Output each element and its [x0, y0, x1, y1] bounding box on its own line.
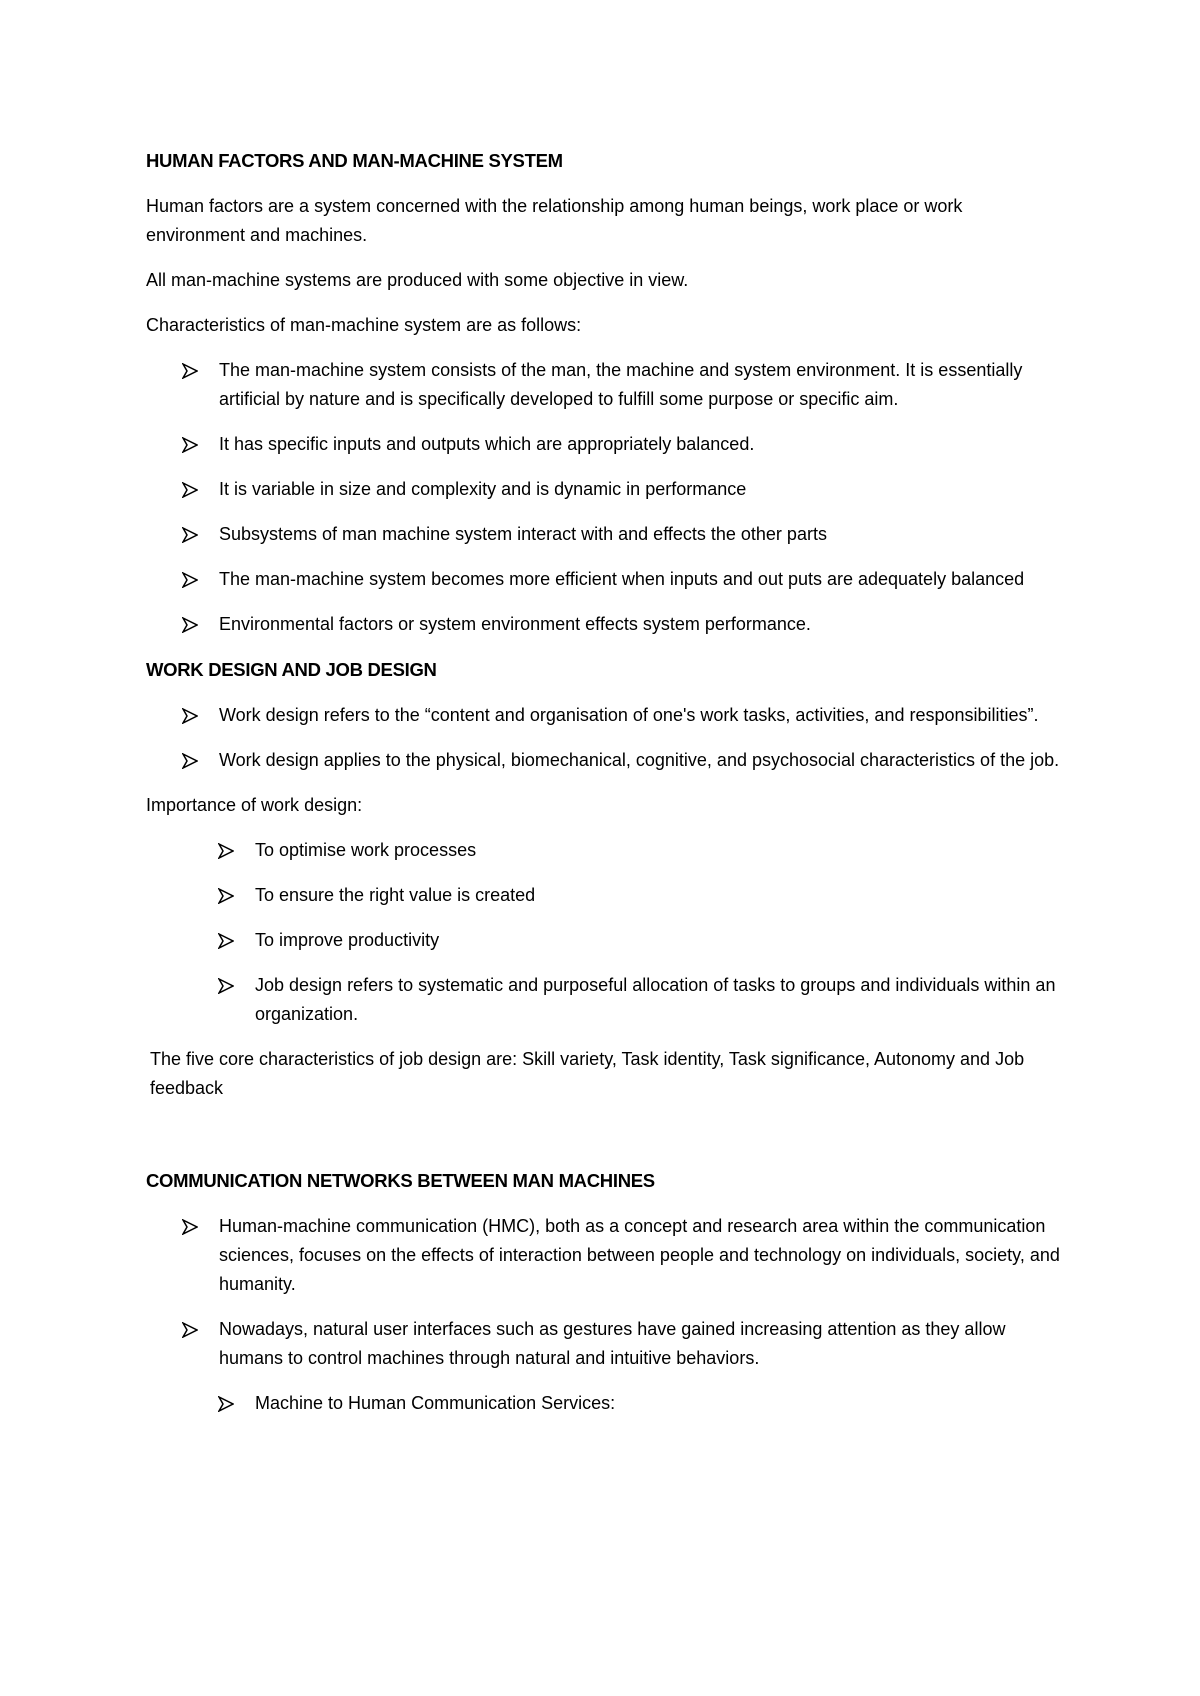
list-item-text: It is variable in size and complexity and is dynamic in performance	[219, 479, 747, 499]
list-item	[146, 475, 1066, 504]
list-item-text: Work design refers to the “content and organisation of one's work tasks, activities, and responsibilities”.	[219, 705, 1039, 725]
paragraph-importance-label: Importance of work design:	[146, 795, 363, 815]
work-design-list	[146, 701, 1066, 775]
list-item	[146, 520, 1066, 549]
list-item	[146, 430, 1066, 459]
list-item-text: Nowadays, natural user interfaces such as gestures have gained increasing attention as they allow humans to control machines through natural and intuitive behaviors.	[219, 1319, 1006, 1368]
communication-sub-list	[146, 1389, 1066, 1418]
list-item	[146, 1315, 1066, 1373]
list-item	[146, 1389, 1066, 1418]
list-item-text: To ensure the right value is created	[255, 885, 536, 905]
list-item-text: Machine to Human Communication Services:	[255, 1393, 616, 1413]
communication-list	[146, 1212, 1066, 1373]
list-item-text: Human-machine communication (HMC), both as a concept and research area within the communication sciences, focuses on the effects of interaction between people and technology on individuals, society, and humanity.	[219, 1216, 1060, 1294]
arrowhead-bullet-icon	[182, 437, 198, 453]
document-page	[146, 146, 1066, 1434]
blank-spacer	[146, 1119, 1066, 1166]
arrowhead-bullet-icon	[182, 753, 198, 769]
section-heading-work-design: WORK DESIGN AND JOB DESIGN	[146, 659, 437, 680]
paragraph-objective: All man-machine systems are produced with some objective in view.	[146, 270, 689, 290]
list-item	[146, 565, 1066, 594]
arrowhead-bullet-icon	[182, 1219, 198, 1235]
arrowhead-bullet-icon	[182, 1322, 198, 1338]
section-heading-communication-networks: COMMUNICATION NETWORKS BETWEEN MAN MACHINES	[146, 1170, 655, 1191]
arrowhead-bullet-icon	[218, 933, 234, 949]
arrowhead-bullet-icon	[182, 363, 198, 379]
importance-list	[146, 836, 1066, 1029]
list-item	[146, 836, 1066, 865]
list-item-text: Job design refers to systematic and purposeful allocation of tasks to groups and individuals within an organization.	[255, 975, 1056, 1024]
list-item	[146, 881, 1066, 910]
arrowhead-bullet-icon	[182, 527, 198, 543]
arrowhead-bullet-icon	[218, 843, 234, 859]
arrowhead-bullet-icon	[182, 708, 198, 724]
list-item-text: Environmental factors or system environment effects system performance.	[219, 614, 811, 634]
list-item	[146, 610, 1066, 639]
list-item-text: Subsystems of man machine system interact with and effects the other parts	[219, 524, 827, 544]
arrowhead-bullet-icon	[182, 617, 198, 633]
characteristics-list	[146, 356, 1066, 639]
paragraph-characteristics-intro: Characteristics of man-machine system are as follows:	[146, 315, 582, 335]
list-item-text: To optimise work processes	[255, 840, 477, 860]
arrowhead-bullet-icon	[218, 1396, 234, 1412]
arrowhead-bullet-icon	[182, 572, 198, 588]
list-item-text: Work design applies to the physical, biomechanical, cognitive, and psychosocial characteristics of the job.	[219, 750, 1060, 770]
list-item	[146, 701, 1066, 730]
list-item	[146, 356, 1066, 414]
paragraph-core-characteristics: The five core characteristics of job design are: Skill variety, Task identity, Task significance, Autonomy and Job feedback	[150, 1049, 1025, 1098]
list-item-text: The man-machine system consists of the man, the machine and system environment. It is essentially artificial by nature and is specifically developed to fulfill some purpose or specific aim.	[219, 360, 1023, 409]
list-item	[146, 1212, 1066, 1299]
list-item	[146, 746, 1066, 775]
paragraph-human-factors-definition: Human factors are a system concerned with the relationship among human beings, work place or work environment and machines.	[146, 196, 963, 245]
arrowhead-bullet-icon	[218, 978, 234, 994]
list-item-text: The man-machine system becomes more efficient when inputs and out puts are adequately balanced	[219, 569, 1025, 589]
list-item-text: It has specific inputs and outputs which are appropriately balanced.	[219, 434, 755, 454]
list-item-text: To improve productivity	[255, 930, 440, 950]
arrowhead-bullet-icon	[218, 888, 234, 904]
arrowhead-bullet-icon	[182, 482, 198, 498]
list-item	[146, 926, 1066, 955]
section-heading-human-factors: HUMAN FACTORS AND MAN-MACHINE SYSTEM	[146, 150, 563, 171]
list-item	[146, 971, 1066, 1029]
